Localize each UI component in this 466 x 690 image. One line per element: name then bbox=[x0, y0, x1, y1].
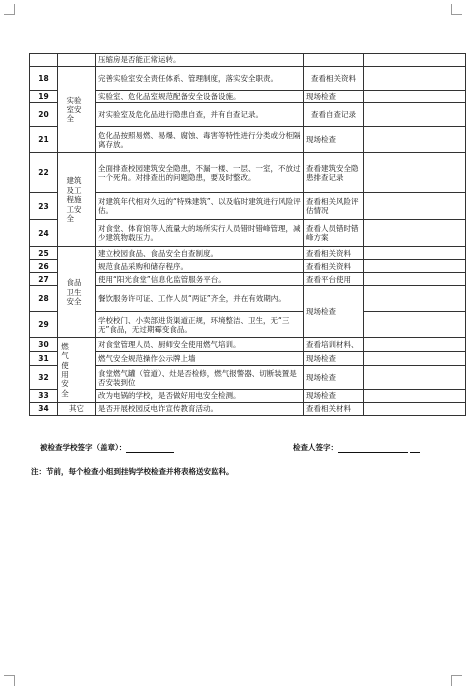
inspector-signature-label: 检查人签字： bbox=[293, 443, 338, 452]
blank-cell bbox=[364, 286, 466, 312]
table-row bbox=[30, 402, 466, 415]
table-row bbox=[30, 338, 466, 352]
category-lab-safety bbox=[58, 67, 96, 153]
row-content: 规范食品采购和储存程序。 bbox=[96, 260, 304, 273]
blank-cell bbox=[364, 220, 466, 247]
category-label: 食品卫生安全 bbox=[66, 278, 82, 307]
school-signature-label: 被检查学校签字（盖章）： bbox=[40, 443, 127, 452]
school-signature-field bbox=[126, 444, 174, 453]
row-number bbox=[30, 54, 58, 67]
row-content: 压缩房是否能正常运转。 bbox=[96, 54, 304, 67]
row-content: 学校校门、小卖部进货渠道正规，环境整洁、卫生，无“三无”食品，无过期霉变食品。 bbox=[96, 312, 304, 338]
category-building-safety bbox=[58, 153, 96, 247]
row-number: 31 bbox=[30, 352, 58, 366]
table-row bbox=[30, 260, 466, 273]
blank-cell bbox=[364, 390, 466, 402]
table-row bbox=[30, 91, 466, 103]
row-number: 30 bbox=[30, 338, 58, 352]
row-number: 33 bbox=[30, 390, 58, 402]
table-row bbox=[30, 352, 466, 366]
row-method: 现场检查 bbox=[304, 390, 364, 402]
blank-cell bbox=[364, 402, 466, 415]
row-number: 34 bbox=[30, 402, 58, 415]
row-method: 现场检查 bbox=[304, 366, 364, 390]
row-number: 23 bbox=[30, 193, 58, 220]
inspector-signature-line bbox=[293, 442, 420, 453]
inspector-signature-field bbox=[338, 444, 408, 453]
table-row bbox=[30, 273, 466, 286]
table-row bbox=[30, 54, 466, 67]
inspection-table bbox=[29, 53, 466, 416]
row-method: 现场检查 bbox=[304, 286, 364, 338]
row-content: 危化品按照易燃、易爆、腐蚀、毒害等特性进行分类或分柜隔离存放。 bbox=[96, 127, 304, 153]
row-content: 餐饮服务许可证、工作人员“两证”齐全，并在有效期内。 bbox=[96, 286, 304, 312]
table-row bbox=[30, 153, 466, 193]
crop-mark-top-right bbox=[451, 4, 462, 15]
row-content: 建立校园食品、食品安全自查制度。 bbox=[96, 247, 304, 260]
crop-mark-bottom-left bbox=[4, 675, 15, 686]
row-method: 现场检查 bbox=[304, 91, 364, 103]
blank-cell bbox=[364, 91, 466, 103]
row-number: 24 bbox=[30, 220, 58, 247]
blank-cell bbox=[364, 260, 466, 273]
row-method: 查看培训材料、 bbox=[304, 338, 364, 352]
row-method: 查看自查记录 bbox=[304, 103, 364, 127]
table-row bbox=[30, 103, 466, 127]
row-number: 29 bbox=[30, 312, 58, 338]
blank-cell bbox=[364, 193, 466, 220]
row-number: 27 bbox=[30, 273, 58, 286]
blank-cell bbox=[364, 352, 466, 366]
row-content: 燃气安全规范操作公示牌上墙 bbox=[96, 352, 304, 366]
blank-cell bbox=[364, 153, 466, 193]
crop-mark-top-left bbox=[4, 4, 15, 15]
row-content: 使用“阳光食堂”信息化监管服务平台。 bbox=[96, 273, 304, 286]
row-number: 32 bbox=[30, 366, 58, 390]
row-content: 完善实验室安全责任体系、管理制度，落实安全职责。 bbox=[96, 67, 304, 91]
row-content: 是否开展校园反电诈宣传教育活动。 bbox=[96, 402, 304, 415]
row-number: 25 bbox=[30, 247, 58, 260]
row-method: 查看相关资料 bbox=[304, 247, 364, 260]
footnote: 注：节前，每个检查小组到挂钩学校检查并将表格送安监科。 bbox=[31, 467, 234, 476]
row-method: 查看相关资料 bbox=[304, 260, 364, 273]
table-row bbox=[30, 127, 466, 153]
row-content: 改为电锅的学校，是否做好用电安全检测。 bbox=[96, 390, 304, 402]
table-row bbox=[30, 286, 466, 312]
table-row bbox=[30, 220, 466, 247]
category-food-safety bbox=[58, 247, 96, 338]
row-method: 查看建筑安全隐患排查记录 bbox=[304, 153, 364, 193]
row-number: 26 bbox=[30, 260, 58, 273]
blank-cell bbox=[364, 338, 466, 352]
row-method: 查看人员错时错峰方案 bbox=[304, 220, 364, 247]
blank-cell bbox=[364, 54, 466, 67]
category-spacer bbox=[69, 338, 96, 402]
row-number: 21 bbox=[30, 127, 58, 153]
category-gas-safety bbox=[58, 338, 69, 402]
row-number: 18 bbox=[30, 67, 58, 91]
inspector-signature-field-tail bbox=[410, 444, 420, 453]
category-label: 建筑及工程施工安全 bbox=[66, 176, 82, 223]
category-label: 燃气使用安全 bbox=[61, 341, 69, 398]
blank-cell bbox=[364, 247, 466, 260]
table-row bbox=[30, 366, 466, 390]
row-method: 查看相关资料 bbox=[304, 67, 364, 91]
crop-mark-bottom-right bbox=[451, 675, 462, 686]
row-number: 28 bbox=[30, 286, 58, 312]
row-content: 对建筑年代相对久远的“特殊建筑”、以及临时建筑进行风险评估。 bbox=[96, 193, 304, 220]
row-content: 对食堂、体育馆等人流量大的场所实行人员错时错峰管理，减少建筑物载压力。 bbox=[96, 220, 304, 247]
row-number: 20 bbox=[30, 103, 58, 127]
row-number: 22 bbox=[30, 153, 58, 193]
blank-cell bbox=[364, 273, 466, 286]
row-method bbox=[304, 54, 364, 67]
row-method: 查看相关风险评估情况 bbox=[304, 193, 364, 220]
row-content: 实验室、危化品室规范配备安全设备设施。 bbox=[96, 91, 304, 103]
blank-cell bbox=[364, 127, 466, 153]
category-label: 实验室安全 bbox=[66, 95, 82, 124]
row-content: 食堂燃气罐（管道）、灶是否检修，燃气报警器、切断装置是否安装到位 bbox=[96, 366, 304, 390]
row-method: 现场检查 bbox=[304, 352, 364, 366]
row-content: 对实验室及危化品进行隐患自查，并有自查记录。 bbox=[96, 103, 304, 127]
blank-cell bbox=[364, 103, 466, 127]
row-content: 全面排查校园建筑安全隐患，不漏一楼、一层、一室，不放过一个死角。对排查出的问题隐患，要及时整改。 bbox=[96, 153, 304, 193]
school-signature-line bbox=[40, 442, 174, 453]
table-row bbox=[30, 193, 466, 220]
row-method: 现场检查 bbox=[304, 127, 364, 153]
table-row bbox=[30, 247, 466, 260]
row-method: 查看平台使用 bbox=[304, 273, 364, 286]
table-row bbox=[30, 312, 466, 338]
table-row bbox=[30, 390, 466, 402]
blank-cell bbox=[364, 67, 466, 91]
category-cell bbox=[58, 54, 96, 67]
category-other: 其它 bbox=[58, 402, 96, 415]
row-content: 对食堂管理人员、厨师安全使用燃气培训。 bbox=[96, 338, 304, 352]
blank-cell bbox=[364, 366, 466, 390]
blank-cell bbox=[364, 312, 466, 338]
table-row bbox=[30, 67, 466, 91]
row-method: 查看相关材料 bbox=[304, 402, 364, 415]
row-number: 19 bbox=[30, 91, 58, 103]
